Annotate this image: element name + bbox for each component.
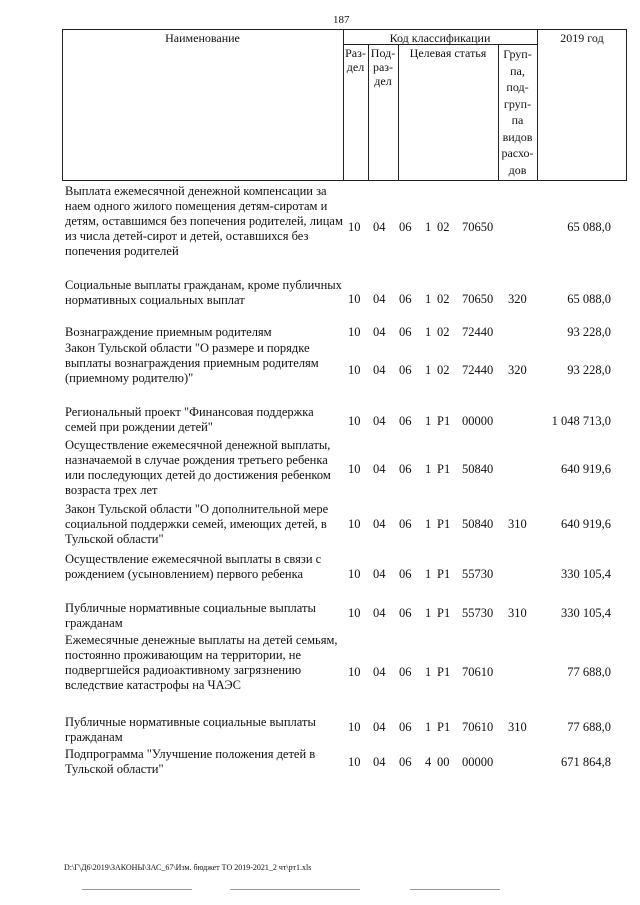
row-cell: 70650: [462, 292, 494, 306]
row-cell: 1: [425, 462, 432, 476]
row-cell: 06: [399, 755, 412, 769]
row-cell: 10: [348, 414, 361, 428]
row-cell: 640 919,6: [561, 462, 611, 476]
row-cell: P1: [437, 665, 451, 679]
row-cell: 06: [399, 517, 412, 531]
row-cell: 04: [373, 567, 386, 581]
row-cell: 00000: [462, 414, 494, 428]
row-cell: 1: [425, 517, 432, 531]
row-cell: 1 048 713,0: [551, 414, 611, 428]
row-cell: 02: [437, 325, 450, 339]
row-cell: 93 228,0: [567, 363, 611, 377]
row-cell: 04: [373, 220, 386, 234]
row-cell: 10: [348, 720, 361, 734]
row-cell: 10: [348, 606, 361, 620]
row-name: Закон Тульской области "О размере и порядке выплаты вознаграждения приемным родителям (приемному родителю)": [65, 341, 319, 385]
row-name: Социальные выплаты гражданам, кроме публичных нормативных социальных выплат: [65, 278, 342, 307]
row-cell: 10: [348, 665, 361, 679]
row-cell: 50840: [462, 462, 494, 476]
row-cell: 72440: [462, 325, 494, 339]
row-cell: 1: [425, 606, 432, 620]
row-cell: 06: [399, 292, 412, 306]
row-cell: 1: [425, 720, 432, 734]
row-cell: 1: [425, 292, 432, 306]
row-cell: 06: [399, 462, 412, 476]
row-cell: 77 688,0: [567, 720, 611, 734]
row-cell: 310: [508, 606, 527, 620]
row-cell: 310: [508, 517, 527, 531]
row-cell: P1: [437, 517, 451, 531]
row-cell: 04: [373, 363, 386, 377]
header-target: Целевая статья: [409, 46, 487, 60]
row-cell: 330 105,4: [561, 567, 611, 581]
footer-rule: [82, 889, 192, 890]
header-year: 2019 год: [560, 31, 604, 45]
row-cell: 640 919,6: [561, 517, 611, 531]
row-cell: 65 088,0: [567, 292, 611, 306]
footer-rule: [230, 889, 360, 890]
row-cell: P1: [437, 720, 451, 734]
row-name: Публичные нормативные социальные выплаты гражданам: [65, 601, 316, 630]
row-name: Публичные нормативные социальные выплаты гражданам: [65, 715, 316, 744]
row-cell: 50840: [462, 517, 494, 531]
row-cell: 1: [425, 414, 432, 428]
row-cell: 02: [437, 220, 450, 234]
row-cell: 55730: [462, 606, 494, 620]
row-cell: 1: [425, 220, 432, 234]
row-cell: 1: [425, 325, 432, 339]
row-cell: 06: [399, 720, 412, 734]
row-cell: 10: [348, 220, 361, 234]
file-path-footer: D:\Г\Д6\2019\ЗАКОНЫ\ЗАС_67\Изм. бюджет ТО 2019-2021_2 чт\рт1.xls: [64, 863, 312, 872]
row-cell: 4: [425, 755, 432, 769]
row-name: Осуществление ежемесячной денежной выплаты, назначаемой в случае рождения третьего ребенка или последующих детей до достижения ребенком возраста трех лет: [65, 438, 331, 497]
row-cell: 320: [508, 363, 527, 377]
row-cell: 72440: [462, 363, 494, 377]
row-cell: 04: [373, 755, 386, 769]
row-cell: 06: [399, 325, 412, 339]
row-name: Вознаграждение приемным родителям: [65, 325, 272, 339]
row-cell: 320: [508, 292, 527, 306]
row-cell: 06: [399, 220, 412, 234]
row-cell: 70610: [462, 665, 494, 679]
row-cell: 02: [437, 363, 450, 377]
row-cell: 1: [425, 665, 432, 679]
row-cell: 04: [373, 517, 386, 531]
row-cell: P1: [437, 462, 451, 476]
row-cell: 310: [508, 720, 527, 734]
row-cell: 04: [373, 414, 386, 428]
row-cell: P1: [437, 414, 451, 428]
header-code: Код классификации: [389, 31, 491, 45]
row-cell: 70610: [462, 720, 494, 734]
row-cell: 06: [399, 665, 412, 679]
row-cell: 10: [348, 292, 361, 306]
row-cell: 04: [373, 292, 386, 306]
row-cell: 04: [373, 720, 386, 734]
row-cell: 10: [348, 567, 361, 581]
row-cell: 55730: [462, 567, 494, 581]
row-cell: 04: [373, 462, 386, 476]
row-name: Осуществление ежемесячной выплаты в связи с рождением (усыновлением) первого ребенка: [65, 552, 322, 581]
row-cell: 06: [399, 567, 412, 581]
row-cell: 06: [399, 606, 412, 620]
row-cell: P1: [437, 606, 451, 620]
page-number: 187: [333, 14, 350, 26]
header-name: Наименование: [165, 31, 240, 45]
row-name: Выплата ежемесячной денежной компенсации за наем одного жилого помещения детям-сиротам и детям, оставшимся без попечения родителей, лицам из числа детей-сирот и детей, оставшихся без попечения родителей: [65, 184, 343, 258]
row-name: Ежемесячные денежные выплаты на детей семьям, постоянно проживающим на территории, не подвергшейся радиоактивному загрязнению вследствие катастрофы на ЧАЭС: [65, 633, 338, 692]
row-cell: 330 105,4: [561, 606, 611, 620]
row-cell: 04: [373, 606, 386, 620]
row-cell: 00000: [462, 755, 494, 769]
row-cell: 1: [425, 567, 432, 581]
row-cell: 04: [373, 325, 386, 339]
row-cell: 00: [437, 755, 450, 769]
row-cell: 06: [399, 363, 412, 377]
row-cell: 77 688,0: [567, 665, 611, 679]
row-name: Подпрограмма "Улучшение положения детей в Тульской области": [65, 747, 316, 776]
header-podrazdel: Под- раз- дел: [370, 46, 396, 88]
row-cell: 06: [399, 414, 412, 428]
header-group: Груп- па, под- груп- па видов расхо- дов: [501, 47, 534, 177]
row-cell: 70650: [462, 220, 494, 234]
row-cell: 10: [348, 462, 361, 476]
footer-rule: [410, 889, 500, 890]
row-cell: 10: [348, 325, 361, 339]
row-cell: 65 088,0: [567, 220, 611, 234]
row-cell: P1: [437, 567, 451, 581]
row-cell: 93 228,0: [567, 325, 611, 339]
row-name: Региональный проект "Финансовая поддержка семей при рождении детей": [65, 405, 314, 434]
row-cell: 1: [425, 363, 432, 377]
row-cell: 671 864,8: [561, 755, 611, 769]
row-cell: 10: [348, 363, 361, 377]
row-cell: 10: [348, 755, 361, 769]
row-cell: 10: [348, 517, 361, 531]
row-cell: 04: [373, 665, 386, 679]
header-razdel: Раз- дел: [345, 46, 366, 74]
row-cell: 02: [437, 292, 450, 306]
row-name: Закон Тульской области "О дополнительной мере социальной поддержки семей, имеющих детей, в Тульской области": [65, 502, 329, 546]
